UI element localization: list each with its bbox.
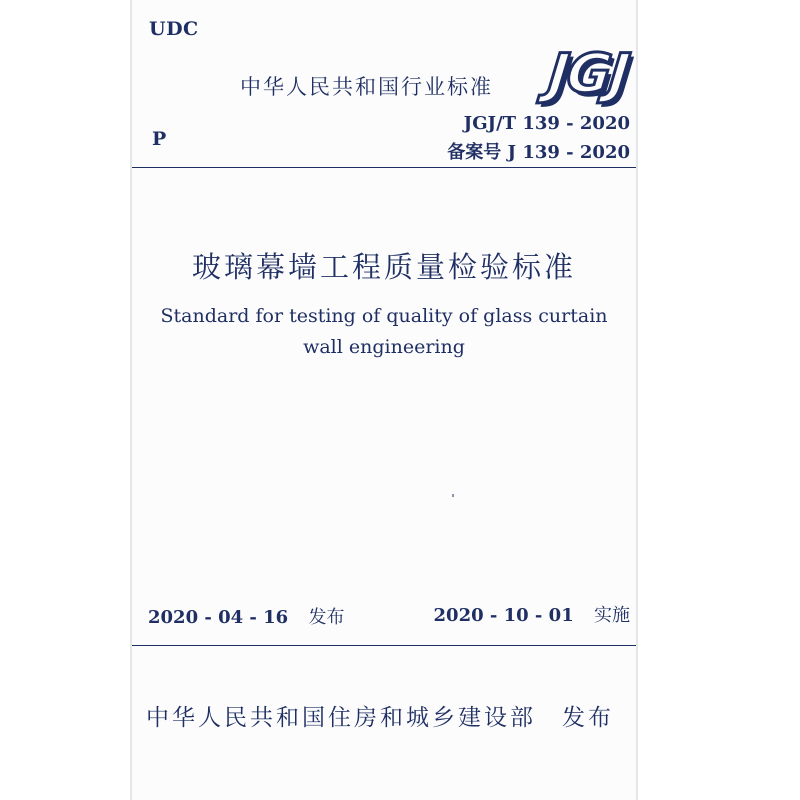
industry-standard-heading: 中华人民共和国行业标准 [240, 75, 493, 99]
record-number: J 139 - 2020 [507, 142, 630, 163]
publisher-name: 中华人民共和国住房和城乡建设部 [146, 705, 536, 731]
jgj-logo: JGJ [546, 42, 632, 105]
implement-date: 2020 - 10 - 01 [433, 605, 574, 626]
publisher-label: 发布 [562, 705, 614, 731]
title-english-line2: wall engineering [303, 336, 465, 358]
implement-date-line [434, 601, 630, 627]
standard-code: JGJ/T 139 - 2020 [463, 113, 630, 134]
publish-label: 发布 [308, 607, 345, 628]
title-chinese: 玻璃幕墙工程质量检验标准 [191, 250, 576, 284]
header-divider [132, 167, 636, 168]
udc-label: UDC [149, 18, 199, 40]
implement-label: 实施 [594, 605, 630, 626]
record-label: 备案号 [447, 142, 502, 163]
footer-divider [132, 645, 636, 646]
title-english-line1: Standard for testing of quality of glass curtain [160, 305, 608, 327]
record-number-line [447, 138, 630, 164]
category-label: P [152, 128, 167, 150]
standard-cover [130, 0, 638, 800]
publish-date-line [148, 603, 344, 629]
publish-date: 2020 - 04 - 16 [148, 607, 289, 628]
print-speck [452, 494, 454, 497]
